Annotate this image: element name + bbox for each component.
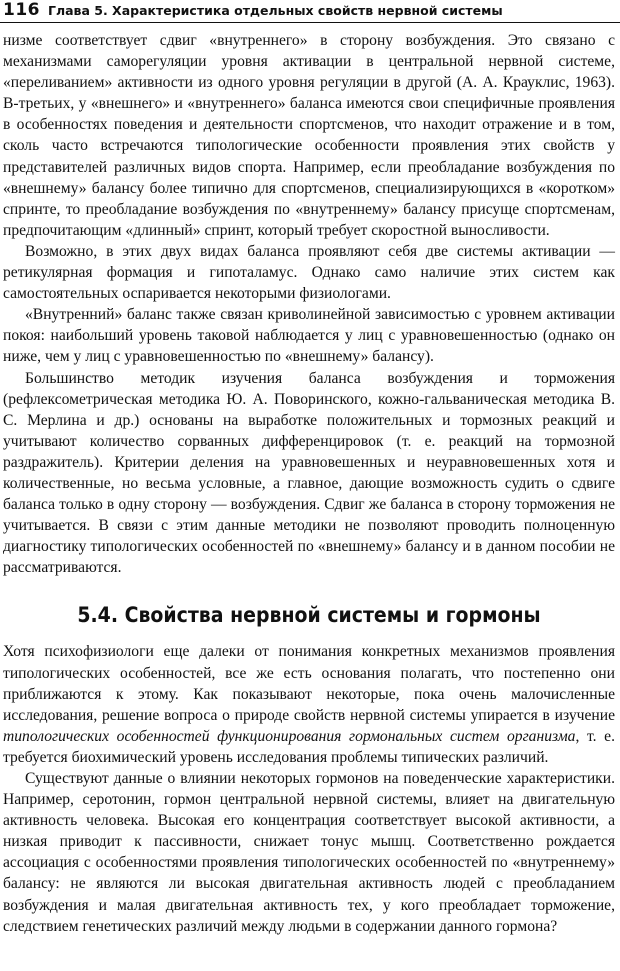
page-number: 116	[3, 0, 40, 20]
text-run: Хотя психофизиологи еще далеки от понимания конкретных механизмов проявления типологических особенностей, все же есть основания полагать, что постепенно они приближаются к этому. Как показывают некоторые, пока очень малочисленные исследования, решение вопроса о природе свойств нервной системы упирается в изучение	[3, 643, 615, 724]
text-run: , т. е. требуется биохимический уровень исследования проблемы типических различий.	[3, 727, 616, 766]
paragraph: Большинство методик изучения баланса возбуждения и торможения (рефлексометрическая методика Ю. А. Поворинского, кожно-гальваническая методика В. С. Мерлина и др.) основаны на выработке положительных и тормозных реакций и учитывают количество сорванных дифференцировок (т. е. реакций на тормозной раздражитель). Критерии деления на уравновешенных и неуравновешенных хотя и количественные, но весьма условные, а главное, дающие возможность судить о сдвиге баланса только в одну сторону — возбуждения. Сдвиг же баланса в сторону торможения не учитывается. В связи с этим данные методики не позволяют проводить полноценную диагностику типологических особенностей по «внешнему» балансу и в данном пособии не рассматриваются.	[3, 369, 615, 577]
italic-emphasis: типологических особенностей функционирования гормональных систем организма	[3, 727, 576, 745]
chapter-title: Глава 5. Характеристика отдельных свойств нервной системы	[48, 3, 503, 18]
section-heading: 5.4. Свойства нервной системы и гормоны	[77, 603, 541, 628]
paragraph-continued: низме соответствует сдвиг «внутреннего» в сторону возбуждения. Это связано с механизмами саморегуляции уровня активации в центральной нервной системе, «переливанием» активности из одного уровня регуляции в другой (А. А. Крауклис, 1963). В-третьих, у «внешнего» и «внутреннего» баланса имеются свои специфичные проявления в особенностях поведения и деятельности спортсменов, что находит отражение и в том, сколь часто встречаются типологические особенности проявления этих свойств у представителей различных видов спорта. Например, если преобладание возбуждения по «внешнему» балансу более типично для спортсменов, специализирующихся в «коротком» спринте, то преобладание возбуждения по «внутреннему» балансу присуще спортсменам, предпочитающим «длинный» спринт, который требует скоростной выносливости.	[3, 32, 615, 239]
section-paragraph: Существуют данные о влиянии некоторых гормонов на поведенческие характеристики. Например, серотонин, гормон центральной нервной системы, влияет на двигательную активность человека. Высокая его концентрация соответствует высокой активности, а низкая приводит к пассивности, снижает тонус мышц. Соответственно рождается ассоциация с особенностями проявления типологических особенностей по «внутреннему» балансу: не являются ли высокая двигательная активность людей с преобладанием возбуждения и малая двигательная активность тех, у кого преобладает торможение, следствием генетических различий между людьми в содержании данного гормона?	[3, 770, 615, 935]
running-header	[0, 0, 620, 23]
paragraph: Возможно, в этих двух видах баланса проявляют себя две системы активации — ретикулярная формация и гипоталамус. Однако само наличие этих систем как самостоятельных оспаривается некоторыми физиологами.	[3, 242, 615, 303]
paragraph: «Внутренний» баланс также связан криволинейной зависимостью с уровнем активации покоя: наибольший уровень таковой наблюдается у лиц с уравновешенностью (однако он ниже, чем у лиц с уравновешенностью по «внешнему» балансу).	[3, 306, 615, 366]
section-paragraph	[3, 641, 615, 768]
page-body	[3, 30, 615, 937]
